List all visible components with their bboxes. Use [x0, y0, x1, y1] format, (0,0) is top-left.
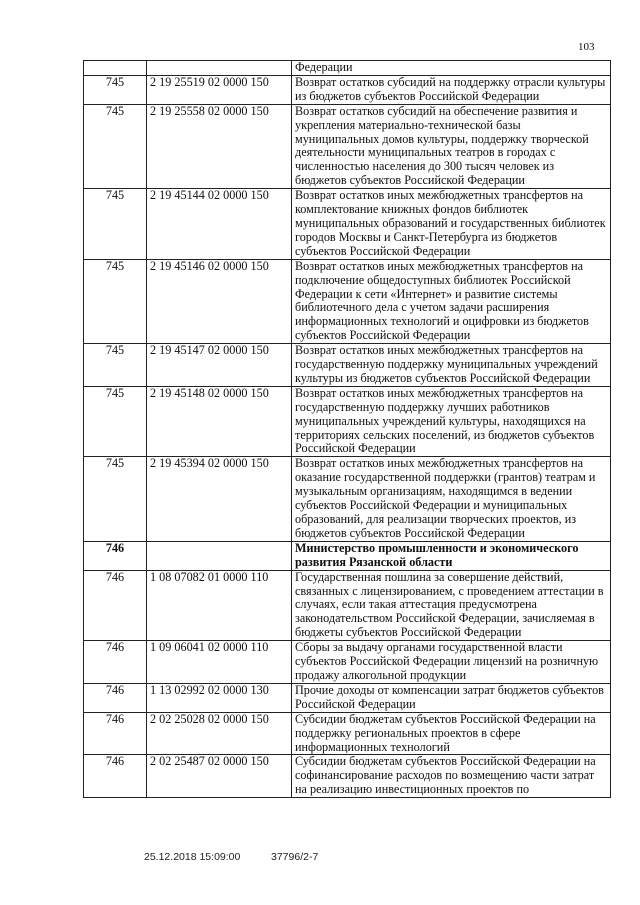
table-body [84, 61, 611, 798]
revenue-name-cell: Возврат остатков иных межбюджетных трансфертов на подключение общедоступных библиотек Российской Федерации к сети «Интернет» и развитие системы библиотечного дела с учетом задачи расширения информационных технологий и оцифровки из бюджетов субъектов Российской Федерации [292, 259, 611, 343]
admin-code-cell: 745 [84, 75, 147, 104]
revenue-name-cell: Возврат остатков иных межбюджетных трансфертов на оказание государственной поддержки (грантов) театрам и музыкальным организациям, находящимся в ведении субъектов Российской Федерации и муниципальных образований, для реализации творческих проектов, из бюджетов субъектов Российской Федерации [292, 457, 611, 541]
budget-code-cell: 2 19 45147 02 0000 150 [147, 344, 292, 387]
budget-code-cell: 2 19 45144 02 0000 150 [147, 189, 292, 260]
table-row [84, 75, 611, 104]
admin-code-cell: 745 [84, 259, 147, 343]
footer-timestamp: 25.12.2018 15:09:00 [144, 851, 241, 863]
table-row [84, 641, 611, 684]
table-row [84, 541, 611, 570]
table-row [84, 570, 611, 641]
admin-code-cell: 746 [84, 570, 147, 641]
budget-code-cell: 2 19 45148 02 0000 150 [147, 386, 292, 457]
admin-code-cell: 746 [84, 712, 147, 755]
budget-code-cell: 2 19 45146 02 0000 150 [147, 259, 292, 343]
budget-code-cell: 2 19 25558 02 0000 150 [147, 104, 292, 188]
admin-code-cell: 746 [84, 755, 147, 798]
revenue-name-cell: Субсидии бюджетам субъектов Российской Федерации на софинансирование расходов по возмещению части затрат на реализацию инвестиционных проектов по [292, 755, 611, 798]
revenue-name-cell: Государственная пошлина за совершение действий, связанных с лицензированием, с проведением аттестации в случаях, если такая аттестация предусмотрена законодательством Российской Федерации, зачисляемая в бюджеты субъектов Российской Федерации [292, 570, 611, 641]
table-row [84, 457, 611, 541]
admin-code-cell [84, 61, 147, 76]
admin-code-cell: 745 [84, 344, 147, 387]
budget-code-cell [147, 61, 292, 76]
budget-code-cell: 2 19 25519 02 0000 150 [147, 75, 292, 104]
admin-code-cell: 745 [84, 104, 147, 188]
budget-code-cell: 2 02 25487 02 0000 150 [147, 755, 292, 798]
revenue-name-cell: Министерство промышленности и экономического развития Рязанской области [292, 541, 611, 570]
table-row [84, 683, 611, 712]
admin-code-cell: 745 [84, 386, 147, 457]
revenue-name-cell: Возврат остатков иных межбюджетных трансфертов на комплектование книжных фондов библиотек муниципальных образований и государственных библиотек городов Москвы и Санкт-Петербурга из бюджетов субъектов Российской Федерации [292, 189, 611, 260]
table-row [84, 344, 611, 387]
revenue-name-cell: Возврат остатков иных межбюджетных трансфертов на государственную поддержку лучших работников муниципальных учреждений культуры, находящихся на территориях сельских поселений, из бюджетов субъектов Российской Федерации [292, 386, 611, 457]
revenue-name-cell: Федерации [292, 61, 611, 76]
table-row [84, 755, 611, 798]
budget-code-cell: 2 02 25028 02 0000 150 [147, 712, 292, 755]
admin-code-cell: 745 [84, 189, 147, 260]
budget-code-cell [147, 541, 292, 570]
revenue-name-cell: Возврат остатков иных межбюджетных трансфертов на государственную поддержку муниципальных учреждений культуры из бюджетов субъектов Российской Федерации [292, 344, 611, 387]
table-row [84, 104, 611, 188]
revenue-name-cell: Сборы за выдачу органами государственной власти субъектов Российской Федерации лицензий на розничную продажу алкогольной продукции [292, 641, 611, 684]
table-row [84, 712, 611, 755]
table-row [84, 61, 611, 76]
table-row [84, 259, 611, 343]
table-row [84, 386, 611, 457]
footer-document-id: 37796/2-7 [271, 851, 319, 863]
admin-code-cell: 746 [84, 641, 147, 684]
budget-code-cell: 1 08 07082 01 0000 110 [147, 570, 292, 641]
revenue-name-cell: Субсидии бюджетам субъектов Российской Федерации на поддержку региональных проектов в сфере информационных технологий [292, 712, 611, 755]
revenue-name-cell: Возврат остатков субсидий на обеспечение развития и укрепления материально-технической базы муниципальных домов культуры, поддержку творческой деятельности муниципальных театров в городах с численностью населения до 300 тысяч человек из бюджетов субъектов Российской Федерации [292, 104, 611, 188]
admin-code-cell: 746 [84, 683, 147, 712]
page-number: 103 [578, 41, 595, 53]
table-row [84, 189, 611, 260]
budget-code-cell: 1 13 02992 02 0000 130 [147, 683, 292, 712]
revenue-name-cell: Возврат остатков субсидий на поддержку отрасли культуры из бюджетов субъектов Российской Федерации [292, 75, 611, 104]
budget-code-cell: 2 19 45394 02 0000 150 [147, 457, 292, 541]
admin-code-cell: 745 [84, 457, 147, 541]
admin-code-cell: 746 [84, 541, 147, 570]
budget-code-cell: 1 09 06041 02 0000 110 [147, 641, 292, 684]
revenue-name-cell: Прочие доходы от компенсации затрат бюджетов субъектов Российской Федерации [292, 683, 611, 712]
revenue-codes-table [83, 60, 611, 798]
